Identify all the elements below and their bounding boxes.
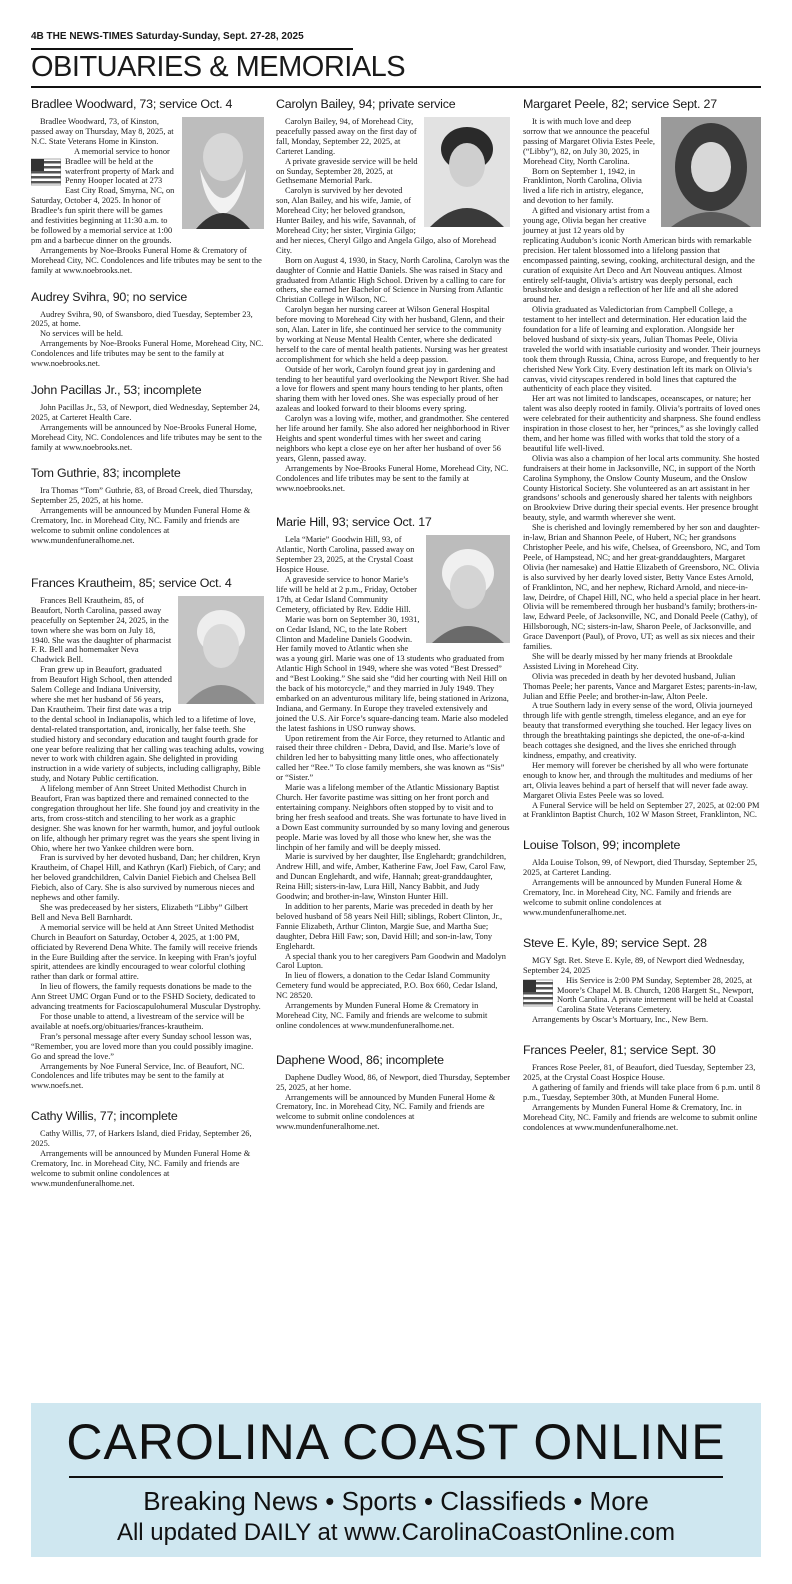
paragraph: Arrangements will be announced by Munden Funeral Home & Crematory, Inc. in Morehead City, NC. Family and friends are welcome to submit online condolences at www.mundenfuneralhome.net. (31, 506, 251, 545)
us-flag-icon (523, 978, 553, 1010)
paragraph: Bradlee Woodward, 73, of Kinston, passed away on Thursday, May 8, 2025, at N.C. State Veterans Home in Kinston. (31, 117, 174, 146)
obituary-heading: Tom Guthrie, 83; incomplete (31, 466, 181, 481)
portrait-krautheim (178, 596, 264, 704)
paragraph: In lieu of flowers, the family requests donations be made to the Ann Street UMC Organ Fund or to the FSHD Society, dedicated to advancing treatments for Facioscapulohumeral Muscular Dystrophy. (31, 982, 261, 1012)
paragraph: Arrangements by Noe-Brooks Funeral Home, Morehead City, NC. Condolences and life tributes may be sent to the family at www.noebrooks.net. (276, 463, 509, 493)
obituary-heading: Carolyn Bailey, 94; private service (276, 97, 456, 111)
paragraph: Alda Louise Tolson, 99, of Newport, died Thursday, September 25, 2025, at Carteret Landing. (523, 858, 758, 878)
obituary-body (31, 486, 264, 545)
portrait-hill (426, 535, 510, 643)
paragraph: Frances Rose Peeler, 81, of Beaufort, died Tuesday, September 23, 2025, at the Crystal Coast Hospice House. (523, 1063, 756, 1083)
paragraph: His Service is 2:00 PM Sunday, September 28, 2025, at Moore’s Chapel M. B. Church, 1208 Hargett St., Newport, North Carolina. A private interment will be held at Coastal Carolina State Veterans Cemetery. (557, 975, 754, 1015)
paragraph: Marie was a lifelong member of the Atlantic Missionary Baptist Church. Her favorite pastime was sitting on her front porch and entertaining company. Neighbors often stopped by to visit and to bring her fresh seafood and treats. She was fortunate to have lived in a Down East community surrounded by so many loving and generous people. Marie was loved by all those who knew her, she was the linchpin of her family and will be deeply missed. (276, 783, 510, 852)
obituary-tolson (523, 838, 761, 917)
obituary-body (31, 403, 264, 453)
paragraph: Carolyn began her nursing career at Wilson General Hospital before moving to Morehead City with her husband, Glenn, and their son, Alan. Later in life, she continued her service to the community by working at Neuse Mental Health Center, where she dedicated herself to the care of mental health patients. Nursing was her greatest accomplishment for which she held a deep passion. (276, 305, 508, 364)
paragraph: Fran’s personal message after every Sunday school lesson was, “Remember, you are loved more than you could possibly imagine. Go and spread the love.” (31, 1031, 254, 1061)
obituary-heading: Frances Peeler, 81; service Sept. 30 (523, 1043, 716, 1058)
paragraph: Arrangements by Munden Funeral Home & Crematory in Morehead City, NC. Family and friends are welcome to submit online condolences at www.mundenfuneralhome.net. (276, 1001, 488, 1030)
paragraph: MGY Sgt. Ret. Steve E. Kyle, 89, of Newport died Wednesday, September 24, 2025 (523, 955, 745, 975)
us-flag-icon (31, 157, 61, 189)
paragraph: She was predeceased by her sisters, Elizabeth “Libby” Gilbert Bell and Neva Bell Barnhardt. (31, 903, 249, 922)
paragraph: Fran is survived by her devoted husband, Dan; her children, Kryn Krautheim, of Chapel Hill, and Kathryn (Karl) Fiebich, of Cary; and her beloved grandchildren, Calvin Daniel Fiebich and Chelsea Bell Fiebich, also of Cary. She is also survived by numerous nieces and nephews and other family. (31, 853, 261, 903)
obituary-pacillas (31, 383, 264, 453)
obituary-body (523, 956, 761, 1025)
paragraph: She will be dearly missed by her many friends at Brookdale Assisted Living in Morehead City. (523, 651, 733, 671)
paragraph: Arrangements by Oscar’s Mortuary, Inc., New Bern. (532, 1015, 709, 1025)
paragraph: Carolyn was a loving wife, mother, and grandmother. She centered her life around her family. She also adored her neighborhood in River Heights and spent wonderful times with her sweet and caring neighbors who kept a close eye on her after her husband of over 56 years, Glenn, passed away. (276, 414, 510, 463)
paragraph: A memorial service to honor Bradlee will be held at the waterfront property of Mark and Penny Hooper located at 273 East City Road, Smyrna, NC, on Saturday, October 4, 2025. In honor of Bradlee’s fun spirit there will be games and festivities beginning at 11:30 a.m. to be followed by a memorial service at 1:00 pm and a barbecue dinner on the grounds. (31, 146, 175, 245)
paragraph: Arrangements by Noe Funeral Service, Inc. of Beaufort, NC. Condolences and life tributes may be sent to the family at www.noefs.net. (31, 1061, 245, 1091)
paragraph: Olivia graduated as Valedictorian from Campbell College, a testament to her intellect and determination. Her education laid the foundation for a life of learning and exploration. Alongside her beloved husband of sixty-six years, Julian Thomas Peele, Olivia traveled the world with insatiable curiosity and wonder. Their journeys took them through Russia, China, across Europe, and frequently to her cherished New York City. Every destination left its mark on Olivia’s canvas, vivid cityscapes rendered in bold lines that captured the authenticity of each place they visited. (523, 305, 761, 394)
paragraph: A special thank you to her caregivers Pam Goodwin and Madolyn Carol Lupton. (276, 951, 506, 971)
paragraph: A gifted and visionary artist from a young age, Olivia began her creative journey at just 12 years old by replicating Audubon’s iconic North American birds with remarkable precision. Her talent blossomed into a lifelong passion that encompassed painting, sewing, cooking, architectural design, and the curation of exquisite Art Deco and Art Nouveau antiques. Almost entirely self-taught, Olivia’s artistry was deeply personal, each brushstroke and design a reflection of her life and all she adored around her. (523, 206, 755, 305)
banner-url-line: All updated DAILY at www.CarolinaCoastOnline.com (116, 1519, 676, 1546)
banner-title: CAROLINA COAST ONLINE (66, 1414, 726, 1470)
paragraph: Arrangements will be announced by Munden Funeral Home & Crematory, Inc. in Morehead City, NC. Family and friends are welcome to submit online condolences at www.mundenfuneralhome.net. (276, 1092, 496, 1132)
paragraph: A Funeral Service will be held on September 27, 2025, at 02:00 PM at Franklinton Baptist Church, 102 W Mason Street, Franklinton, NC. (523, 800, 760, 820)
obituary-bailey (276, 97, 510, 493)
obituary-body (31, 596, 264, 1091)
paragraph: Frances Bell Krautheim, 85, of Beaufort, North Carolina, passed away peacefully on September 24, 2025, in the town where she was born on July 18, 1940. She was the daughter of pharmacist F. R. Bell and homemaker Neva Chadwick Bell. (31, 595, 172, 665)
paragraph: Upon retirement from the Air Force, they returned to Atlantic and raised their three children - Debra, David, and Ilse. Marie’s love of children led her to babysitting many little ones, who affectionately called her “Ree.” To close family members, she was known as “Sis” or “Sister.” (276, 733, 505, 783)
paragraph: Olivia was preceded in death by her devoted husband, Julian Thomas Peele; her parents, Vance and Margaret Estes; parents-in-law, Julian and Effie Peele; and brother-in-law, Alton Peele. (523, 671, 758, 701)
paragraph: John Pacillas Jr., 53, of Newport, died Wednesday, September 24, 2025, at Carteret Health Care. (31, 402, 260, 422)
paragraph: Arrangements by Munden Funeral Home & Crematory, Inc. in Morehead City, NC. Family and friends are welcome to submit online condolences at www.mundenfuneralhome.net. (523, 1102, 758, 1132)
obituary-peeler (523, 1043, 761, 1132)
paragraph: A gathering of family and friends will take place from 6 p.m. until 8 p.m., Tuesday, September 30th, at Munden Funeral Home. (523, 1082, 761, 1102)
paragraph: She is cherished and lovingly remembered by her son and daughter-in-law, Brian and Shannon Peele, of Hubert, NC; her grandsons Christopher Peele, and his wife, Chelsea, of Greensboro, NC, and Tom Peele, of Hampstead, NC; and her great-granddaughters, Margaret Olivia (her namesake) and Hattie Elizabeth of Greensboro, NC. Olivia is also survived by her dearly loved sister, Betty Vance Estes Arnold, of Franklinton, NC, and her nephew, Richard Arnold, and niece-in-law, Deirdre, of Chapel Hill, NC, who held a special place in her heart. Olivia will be remembered through her husband’s family; brothers-in-law, Edward Peele, of Jacksonville, NC, and Donald Peele (Cathy), of Hillsborough, NC; sisters-in-law, Sharon Peele, of Jacksonville, and Grace Davenport (Paul), of Provo, UT; as well as six nieces and their families. (523, 523, 761, 652)
paragraph: Born on August 4, 1930, in Stacy, North Carolina, Carolyn was the daughter of Connie and Hattie Daniels. She was raised in Stacy and graduated from Atlantic High School. Driven by a calling to care for others, she earned her Bachelor of Science in Nursing from Atlantic Christian College in Wilson, NC. (276, 255, 510, 305)
carolina-coast-online-banner[interactable] (31, 1403, 761, 1557)
obituary-body (31, 117, 264, 276)
obituary-heading: Frances Krautheim, 85; service Oct. 4 (31, 575, 232, 590)
paragraph: Arrangements will be announced by Munden Funeral Home & Crematory, Inc. in Morehead City, NC. Family and friends are welcome to submit online condolences at www.mundenfuneralhome.net. (523, 878, 743, 917)
obituary-kyle (523, 936, 761, 1025)
paragraph: Arrangements by Noe-Brooks Funeral Home, Morehead City, NC. Condolences and life tributes may be sent to the family at www.noebrooks.net. (31, 339, 264, 369)
paragraph: A private graveside service will be held on Sunday, September 28, 2025, at Gethsemane Memorial Park. (276, 156, 418, 186)
paragraph: In addition to her parents, Marie was preceded in death by her beloved husband of 58 years Neil Hill; siblings, Robert Clinton, Jr., Fannie Elizabeth, Arthur Clinton, Margie Sue, and Martha Sue; daughter, Debra Hill Faw; son, David Hill; and son-in-law, Tony Englehardt. (276, 901, 503, 951)
portrait-woodward (182, 117, 264, 229)
paragraph: Daphene Dudley Wood, 86, of Newport, died Thursday, September 25, 2025, at her home. (276, 1072, 511, 1092)
column-1 (31, 97, 264, 1203)
paragraph: Born on September 1, 1942, in Franklinton, North Carolina, Olivia lived a life rich in artistry, elegance, and devotion to her family. (523, 166, 644, 206)
section-title: OBITUARIES & MEMORIALS (31, 51, 406, 83)
obituary-body (31, 310, 264, 369)
paragraph: Marie is survived by her daughter, Ilse Englehardt; grandchildren, Andrew Hill, and wife, Amber, Katherine Faw, Joel Faw, Carol Faw, and Duncan Englehardt, and wife, Hannah; great-granddaughter, Reina Hill; sisters-in-law, Lura Hill, Nancy Babbit, and Judy Goodwin; and brother-in-law, Winston Hunter Hill. (276, 852, 507, 902)
paragraph: Olivia was also a champion of her local arts community. She hosted fundraisers at their home in Jacksonville, NC, in support of the North Carolina Symphony, the Onslow County Museum, and the Onslow County Historical Society. She volunteered as an art assistant in her grandsons’ schools and generously shared her talents with neighbors on Brookview Drive during their special events. Her presence brought beauty, style, and warmth wherever she went. (523, 453, 760, 523)
paragraph: Carolyn Bailey, 94, of Morehead City, peacefully passed away on the first day of fall, Monday, September 22, 2025, at Carteret Landing. (276, 117, 417, 156)
portrait-peele (661, 117, 761, 227)
portrait-bailey (424, 117, 510, 227)
obituary-guthrie (31, 466, 264, 545)
obituary-heading: Audrey Svihra, 90; no service (31, 289, 188, 304)
obituary-body (276, 1073, 510, 1132)
paragraph: In lieu of flowers, a donation to the Cedar Island Community Cemetery fund would be appreciated, P.O. Box 660, Cedar Island, NC 28520. (276, 971, 498, 1001)
obituary-heading: Louise Tolson, 99; incomplete (523, 838, 681, 853)
obituary-willis (31, 1109, 264, 1188)
paragraph: Ira Thomas “Tom” Guthrie, 83, of Broad Creek, died Thursday, September 25, 2025, at his home. (31, 486, 253, 506)
paragraph: Her memory will forever be cherished by all who were fortunate enough to know her, and through the multitudes and mediums of her art, Olivia leaves behind a part of herself that will never fade away. Margaret Olivia Estes Peele was so loved. (523, 760, 753, 800)
paragraph: No services will be held. (40, 329, 124, 339)
obituary-body (31, 1129, 264, 1188)
paragraph: Her art was not limited to landscapes, oceanscapes, or nature; her talent was also deeply rooted in family. Olivia’s portraits of loved ones were celebrated for their authenticity and sharpness. She found endless inspiration in those closest to her, her “princes,” as she lovingly called them, and her home was filled with works that told the story of a beautiful life well-lived. (523, 394, 761, 453)
obituary-body (276, 535, 510, 1030)
obituary-body (523, 117, 761, 820)
paragraph: Outside of her work, Carolyn found great joy in gardening and tending to her beautiful yard overlooking the Newport River. She had a love for flowers and spent many hours tending to her plants, often sharing them with her loved ones. She was especially proud of her azaleas and looked forward to their blooms every spring. (276, 364, 509, 414)
obituary-heading: Marie Hill, 93; service Oct. 17 (276, 515, 432, 530)
obituary-body (523, 1063, 761, 1132)
paragraph: Arrangements by Noe-Brooks Funeral Home & Crematory of Morehead City, NC. Condolences and life tributes may be sent to the family at www.noebrooks.net. (31, 245, 262, 275)
obituary-heading: John Pacillas Jr., 53; incomplete (31, 382, 202, 397)
paragraph: Marie was born on September 30, 1931, on Cedar Island, NC, to the late Robert Clinton and Madeline Daniels Goodwin. Her family moved to Atlantic when she was a young girl. Marie was one of 13 students who graduated from Atlantic High School in 1949, where she was voted “Best Dressed” and “Best Looking.” She said she “did her courting with Neil Hill on the back of his motorcycle,” and they married in July 1949. They embarked on an adventurous military life, being stationed in Arizona, Indiana, and Germany. In Europe they traveled extensively and joined the U.S. Air Force’s square-dancing team. Marie also modeled the latest fashions in USO runway shows. (276, 614, 509, 733)
title-bottom-rule (31, 86, 761, 88)
banner-tagline: Breaking News • Sports • Classifieds • More (143, 1486, 649, 1516)
paragraph: Arrangements will be announced by Noe-Brooks Funeral Home, Morehead City, NC. Condolences and life tributes may be sent to the family at www.noebrooks.net. (31, 422, 262, 452)
obituary-wood (276, 1053, 510, 1132)
obituary-krautheim (31, 576, 264, 1091)
paragraph: A lifelong member of Ann Street United Methodist Church in Beaufort, Fran was baptized there and remained connected to the congregation throughout her life. She found joy and creativity in the arts, from cross-stitch and stenciling to her work as a graphic designer. She was known for her warmth, humor, and joyful outlook on life, although her primary regret was the years she spent living in Ohio, where her two Yankee children were born. (31, 784, 260, 853)
banner-divider (69, 1476, 723, 1478)
paragraph: It is with much love and deep sorrow that we announce the peaceful passing of Margaret Olivia Estes Peele, (“Libby”), 82, on July 30, 2025, in Morehead City, North Carolina. (523, 117, 655, 166)
paragraph: Cathy Willis, 77, of Harkers Island, died Friday, September 26, 2025. (31, 1129, 252, 1149)
paragraph: Arrangements will be announced by Munden Funeral Home & Crematory, Inc. in Morehead City, NC. Family and friends are welcome to submit online condolences at www.mundenfuneralhome.net. (31, 1149, 251, 1188)
paragraph: Carolyn is survived by her devoted son, Alan Bailey, and his wife, Jamie, of Morehead City; her beloved grandson, Hunter Bailey, and his wife, Savannah, of Morehead City; her sister, Virginia Gilgo; and her nieces, Cheryl Gilgo and Angela Gilgo, also of Morehead City. (276, 186, 497, 255)
obituary-heading: Margaret Peele, 82; service Sept. 27 (523, 97, 717, 111)
obituary-woodward (31, 97, 264, 276)
paragraph: Audrey Svihra, 90, of Swansboro, died Tuesday, September 23, 2025, at home. (31, 309, 253, 329)
obituary-body (523, 858, 761, 917)
paragraph: For those unable to attend, a livestream of the service will be available at noefs.org/obituaries/frances-krautheim. (31, 1011, 245, 1031)
obituary-heading: Daphene Wood, 86; incomplete (276, 1052, 444, 1067)
column-2 (276, 97, 510, 1146)
obituary-heading: Steve E. Kyle, 89; service Sept. 28 (523, 935, 707, 950)
column-3 (523, 97, 761, 1146)
obituary-heading: Bradlee Woodward, 73; service Oct. 4 (31, 97, 233, 111)
obituary-heading: Cathy Willis, 77; incomplete (31, 1109, 178, 1124)
paragraph: A memorial service will be held at Ann Street United Methodist Church in Beaufort on Saturday, October 4, 2025, at 1:00 PM, officiated by Reverend Dena White. The family will receive friends in the Eure Building after the service. In keeping with Fran’s joyful spirit, attendees are kindly encouraged to wear colorful clothing rather than dark or formal attire. (31, 922, 258, 982)
obituary-body (276, 117, 510, 493)
paragraph: Lela “Marie” Goodwin Hill, 93, of Atlantic, North Carolina, passed away on September 23, 2025, at the Crystal Coast Hospice House. (276, 535, 415, 575)
paragraph: A true Southern lady in every sense of the word, Olivia journeyed through life with gentle strength, timeless elegance, and an eye for beauty that transformed everything she touched. Her legacy lives on through the breathtaking paintings she depicted, the one-of-a-kind beach cottages she designed, and the lives she enriched through kindness, empathy, and creativity. (523, 701, 753, 760)
page-folio: 4B THE NEWS-TIMES Saturday-Sunday, Sept. 27-28, 2025 (31, 31, 304, 42)
obituary-svihra (31, 290, 264, 369)
paragraph: A graveside service to honor Marie’s life will be held at 2 p.m., Friday, October 17th, at Cedar Island Community Cemetery, officiated by Rev. Eddie Hill. (276, 575, 417, 614)
obituary-peele (523, 97, 761, 820)
obituary-hill (276, 515, 510, 1030)
paragraph: Fran grew up in Beaufort, graduated from Beaufort High School, then attended Salem College and Indiana University, where she met her husband of 56 years, Dan Krautheim. Their first date was a trip to the dental school in Indianapolis, which led to a lifetime of love, dental-related transportation, and, ironically, her false teeth. She studied history and secondary education and taught fourth grade for one year before realizing that her calling was teaching adults, vowing never to work with children again. She delighted in providing instruction in a wide variety of subjects, including calligraphy, Bible study, and Notary Public certification. (31, 665, 264, 784)
